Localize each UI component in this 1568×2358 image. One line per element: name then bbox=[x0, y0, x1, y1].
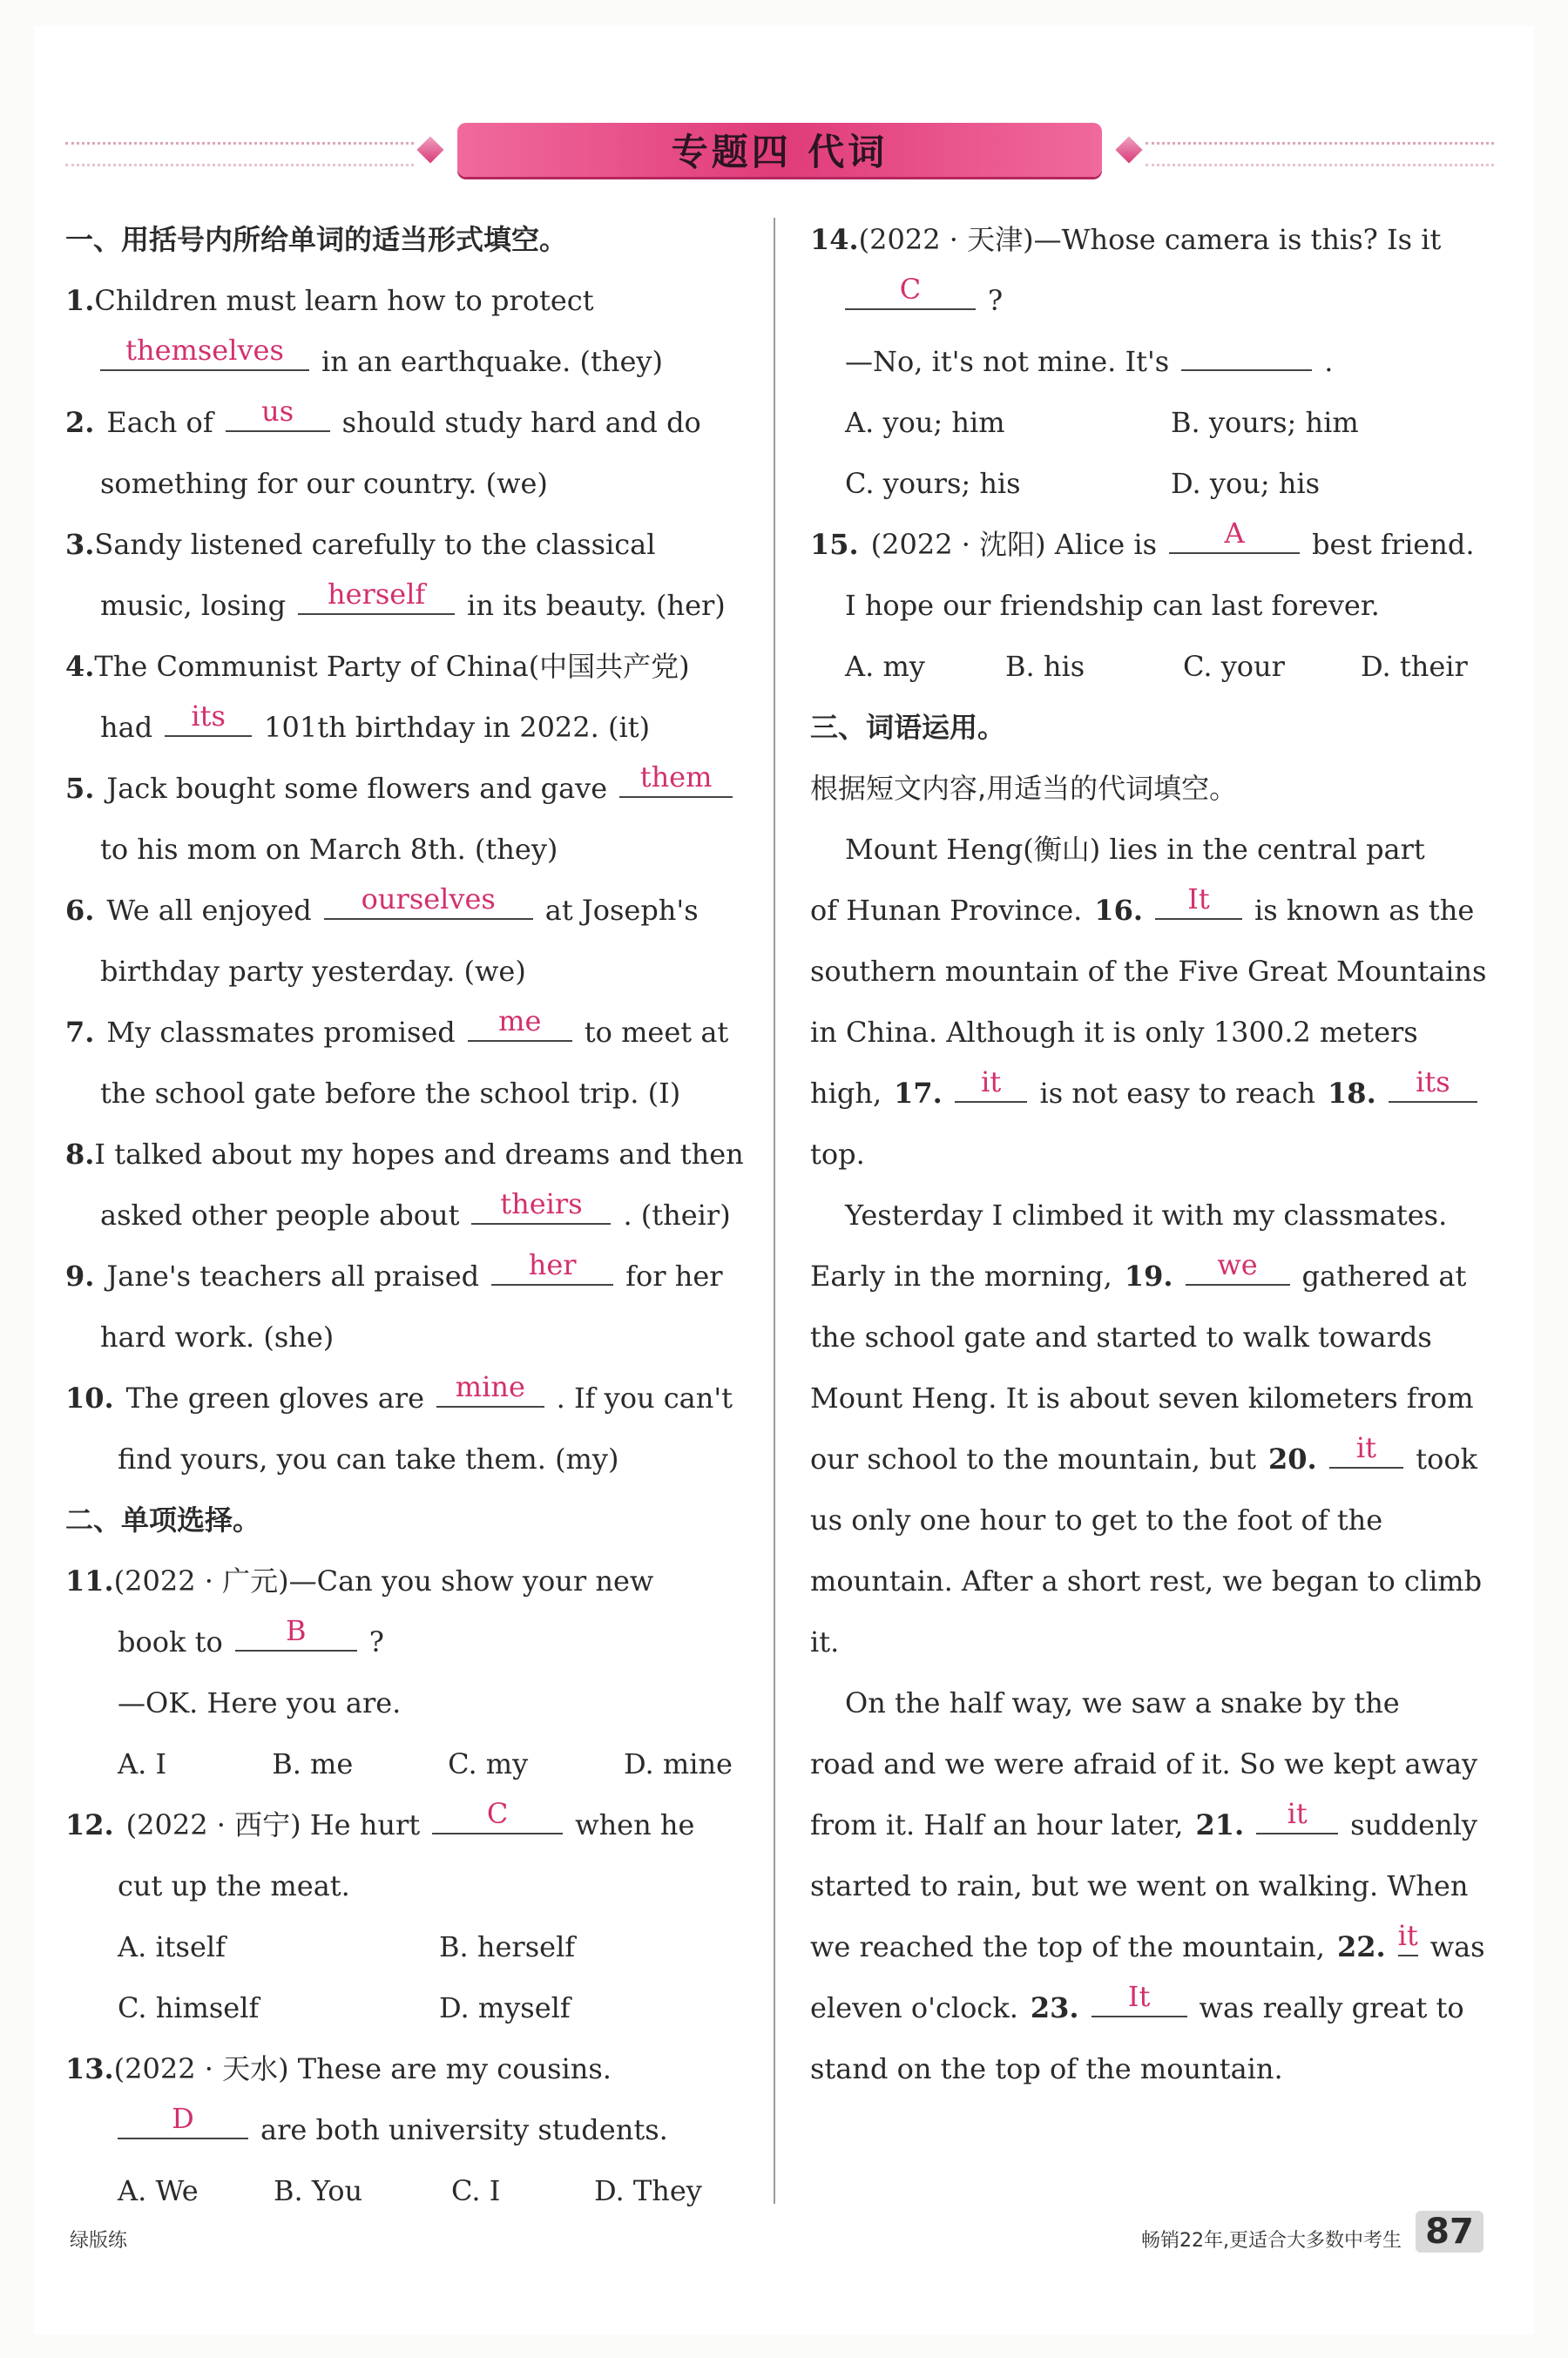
option[interactable]: D. They bbox=[594, 2174, 702, 2207]
answer-blank[interactable]: me bbox=[468, 1002, 572, 1042]
passage-line: we reached the top of the mountain, 22. it was bbox=[810, 1916, 1490, 1977]
option-row bbox=[65, 2160, 745, 2221]
passage-line: eleven o'clock. 23. It was really great to bbox=[810, 1977, 1490, 2038]
page-number: 87 bbox=[1416, 2211, 1484, 2253]
question-line: 10. The green gloves are mine . If you can't bbox=[65, 1368, 745, 1429]
option-row bbox=[810, 392, 1490, 453]
wave-decoration-right bbox=[1146, 142, 1494, 166]
question-line: 14.(2022 · 天津)—Whose camera is this? Is it bbox=[810, 223, 1442, 256]
option[interactable]: C. yours; his bbox=[845, 467, 1021, 500]
option[interactable]: B. yours; him bbox=[1171, 406, 1359, 439]
column-divider bbox=[774, 218, 775, 2204]
option-row bbox=[65, 1977, 745, 2038]
question-line: —No, it's not mine. It's . bbox=[810, 331, 1490, 392]
question-line: —OK. Here you are. bbox=[118, 1686, 402, 1720]
question-line: C ? bbox=[810, 270, 1490, 331]
answer-blank[interactable]: its bbox=[1389, 1063, 1477, 1103]
passage-line: stand on the top of the mountain. bbox=[810, 2052, 1283, 2085]
question-line: 8.I talked about my hopes and dreams and then bbox=[65, 1138, 744, 1171]
instruction: 根据短文内容,用适当的代词填空。 bbox=[810, 772, 1238, 805]
question-line: 12. (2022 · 西宁) He hurt C when he bbox=[65, 1794, 745, 1855]
passage-line: Mount Heng(衡山) lies in the central part bbox=[845, 833, 1425, 866]
option[interactable]: A. We bbox=[118, 2174, 199, 2207]
question-line: hard work. (she) bbox=[100, 1321, 335, 1354]
option[interactable]: D. you; his bbox=[1171, 467, 1321, 500]
option[interactable]: C. I bbox=[451, 2174, 501, 2207]
option[interactable]: C. himself bbox=[118, 1991, 260, 2024]
option[interactable]: A. itself bbox=[118, 1930, 226, 1963]
section-heading: 三、词语运用。 bbox=[810, 711, 1006, 744]
answer-blank[interactable]: her bbox=[491, 1246, 613, 1286]
option[interactable]: D. their bbox=[1361, 650, 1468, 683]
section-heading: 二、单项选择。 bbox=[65, 1503, 261, 1537]
answer-blank[interactable]: It bbox=[1092, 1977, 1187, 2017]
answer-blank[interactable]: theirs bbox=[471, 1185, 611, 1225]
answer-blank[interactable]: it bbox=[1256, 1794, 1338, 1834]
answer-blank[interactable]: C bbox=[845, 270, 976, 310]
answer-blank[interactable]: A bbox=[1169, 514, 1300, 554]
header bbox=[65, 118, 1494, 187]
question-line: 13.(2022 · 天水) These are my cousins. bbox=[65, 2052, 612, 2085]
question-line: 5. Jack bought some flowers and gave them bbox=[65, 758, 745, 819]
right-column bbox=[810, 209, 1490, 2099]
option[interactable]: B. his bbox=[1005, 650, 1085, 683]
question-line: music, losing herself in its beauty. (her) bbox=[65, 575, 745, 636]
question-line: cut up the meat. bbox=[118, 1869, 350, 1902]
passage-line: road and we were afraid of it. So we kept away bbox=[810, 1747, 1478, 1780]
passage-line: On the half way, we saw a snake by the bbox=[845, 1686, 1400, 1720]
answer-blank[interactable]: B bbox=[235, 1611, 357, 1652]
answer-blank[interactable]: It bbox=[1155, 880, 1242, 920]
passage-line: of Hunan Province. 16. It is known as the bbox=[810, 880, 1490, 941]
option[interactable]: B. You bbox=[274, 2174, 363, 2207]
question-line: the school gate before the school trip. (I) bbox=[100, 1077, 681, 1110]
answer-blank[interactable]: we bbox=[1186, 1246, 1290, 1286]
question-line: 11.(2022 · 广元)—Can you show your new bbox=[65, 1564, 654, 1598]
option[interactable]: A. my bbox=[845, 650, 925, 683]
answer-blank[interactable]: it bbox=[1398, 1916, 1418, 1956]
answer-blank[interactable]: herself bbox=[298, 575, 455, 615]
question-line: 7. My classmates promised me to meet at bbox=[65, 1002, 745, 1063]
answer-blank[interactable] bbox=[1181, 331, 1312, 371]
footer-right: 畅销22年,更适合大多数中考生 bbox=[1141, 2230, 1402, 2252]
answer-blank[interactable]: ourselves bbox=[324, 880, 533, 920]
question-line: asked other people about theirs . (their) bbox=[65, 1185, 745, 1246]
question-line: 1.Children must learn how to protect bbox=[65, 284, 594, 317]
option[interactable]: D. myself bbox=[439, 1991, 571, 2024]
question-line: 9. Jane's teachers all praised her for her bbox=[65, 1246, 745, 1307]
option-row bbox=[65, 1733, 745, 1794]
passage-line: us only one hour to get to the foot of the bbox=[810, 1503, 1383, 1537]
passage-line: Yesterday I climbed it with my classmates. bbox=[845, 1199, 1448, 1232]
passage-line: southern mountain of the Five Great Mountains bbox=[810, 955, 1487, 988]
passage-line: started to rain, but we went on walking. When bbox=[810, 1869, 1469, 1902]
title-banner bbox=[457, 123, 1102, 177]
option[interactable]: B. me bbox=[272, 1747, 354, 1780]
passage-line: the school gate and started to walk towards bbox=[810, 1321, 1432, 1354]
question-line: to his mom on March 8th. (they) bbox=[100, 833, 558, 866]
answer-blank[interactable]: us bbox=[226, 392, 330, 432]
passage-line: mountain. After a short rest, we began to climb bbox=[810, 1564, 1483, 1598]
option-row bbox=[810, 636, 1490, 697]
answer-blank[interactable]: it bbox=[1329, 1429, 1404, 1469]
question-line: themselves in an earthquake. (they) bbox=[65, 331, 745, 392]
option[interactable]: C. your bbox=[1183, 650, 1285, 683]
diamond-icon bbox=[1115, 136, 1142, 163]
question-line: 2. Each of us should study hard and do bbox=[65, 392, 745, 453]
option[interactable]: C. my bbox=[448, 1747, 529, 1780]
question-line: had its 101th birthday in 2022. (it) bbox=[65, 697, 745, 758]
answer-blank[interactable]: C bbox=[432, 1794, 563, 1834]
passage-line: Early in the morning, 19. we gathered at bbox=[810, 1246, 1490, 1307]
question-line: something for our country. (we) bbox=[100, 467, 548, 500]
answer-blank[interactable]: it bbox=[955, 1063, 1028, 1103]
question-line: 3.Sandy listened carefully to the classical bbox=[65, 528, 656, 561]
question-line: 6. We all enjoyed ourselves at Joseph's bbox=[65, 880, 745, 941]
wave-decoration-left bbox=[65, 142, 414, 166]
option[interactable]: A. you; him bbox=[845, 406, 1005, 439]
passage-line: high, 17. it is not easy to reach 18. its bbox=[810, 1063, 1490, 1124]
question-line: I hope our friendship can last forever. bbox=[845, 589, 1380, 622]
option-row bbox=[65, 1916, 745, 1977]
footer-left: 绿版练 bbox=[70, 2230, 128, 2252]
answer-blank[interactable]: D bbox=[118, 2099, 248, 2139]
diamond-icon bbox=[416, 136, 443, 163]
question-line: birthday party yesterday. (we) bbox=[100, 955, 526, 988]
option[interactable]: A. I bbox=[118, 1747, 167, 1780]
question-line: 4.The Communist Party of China(中国共产党) bbox=[65, 650, 690, 683]
passage-line: it. bbox=[810, 1625, 840, 1659]
question-line: book to B ? bbox=[65, 1611, 745, 1672]
question-line: find yours, you can take them. (my) bbox=[118, 1443, 619, 1476]
answer-blank[interactable]: its bbox=[165, 697, 252, 737]
passage-line: our school to the mountain, but 20. it took bbox=[810, 1429, 1490, 1490]
page-title: 专题四 代词 bbox=[671, 131, 889, 173]
option[interactable]: D. mine bbox=[624, 1747, 733, 1780]
answer-blank[interactable]: mine bbox=[436, 1368, 544, 1408]
question-line: 15. (2022 · 沈阳) Alice is A best friend. bbox=[810, 514, 1490, 575]
passage-line: from it. Half an hour later, 21. it suddenly bbox=[810, 1794, 1490, 1855]
question-line: D are both university students. bbox=[65, 2099, 745, 2160]
left-column bbox=[65, 209, 745, 2221]
passage-line: top. bbox=[810, 1138, 865, 1171]
section-heading: 一、用括号内所给单词的适当形式填空。 bbox=[65, 223, 568, 256]
passage-line: Mount Heng. It is about seven kilometers from bbox=[810, 1382, 1474, 1415]
option-row bbox=[810, 453, 1490, 514]
passage-line: in China. Although it is only 1300.2 meters bbox=[810, 1016, 1418, 1049]
answer-blank[interactable]: themselves bbox=[100, 331, 309, 371]
answer-blank[interactable]: them bbox=[619, 758, 733, 798]
option[interactable]: B. herself bbox=[439, 1930, 576, 1963]
